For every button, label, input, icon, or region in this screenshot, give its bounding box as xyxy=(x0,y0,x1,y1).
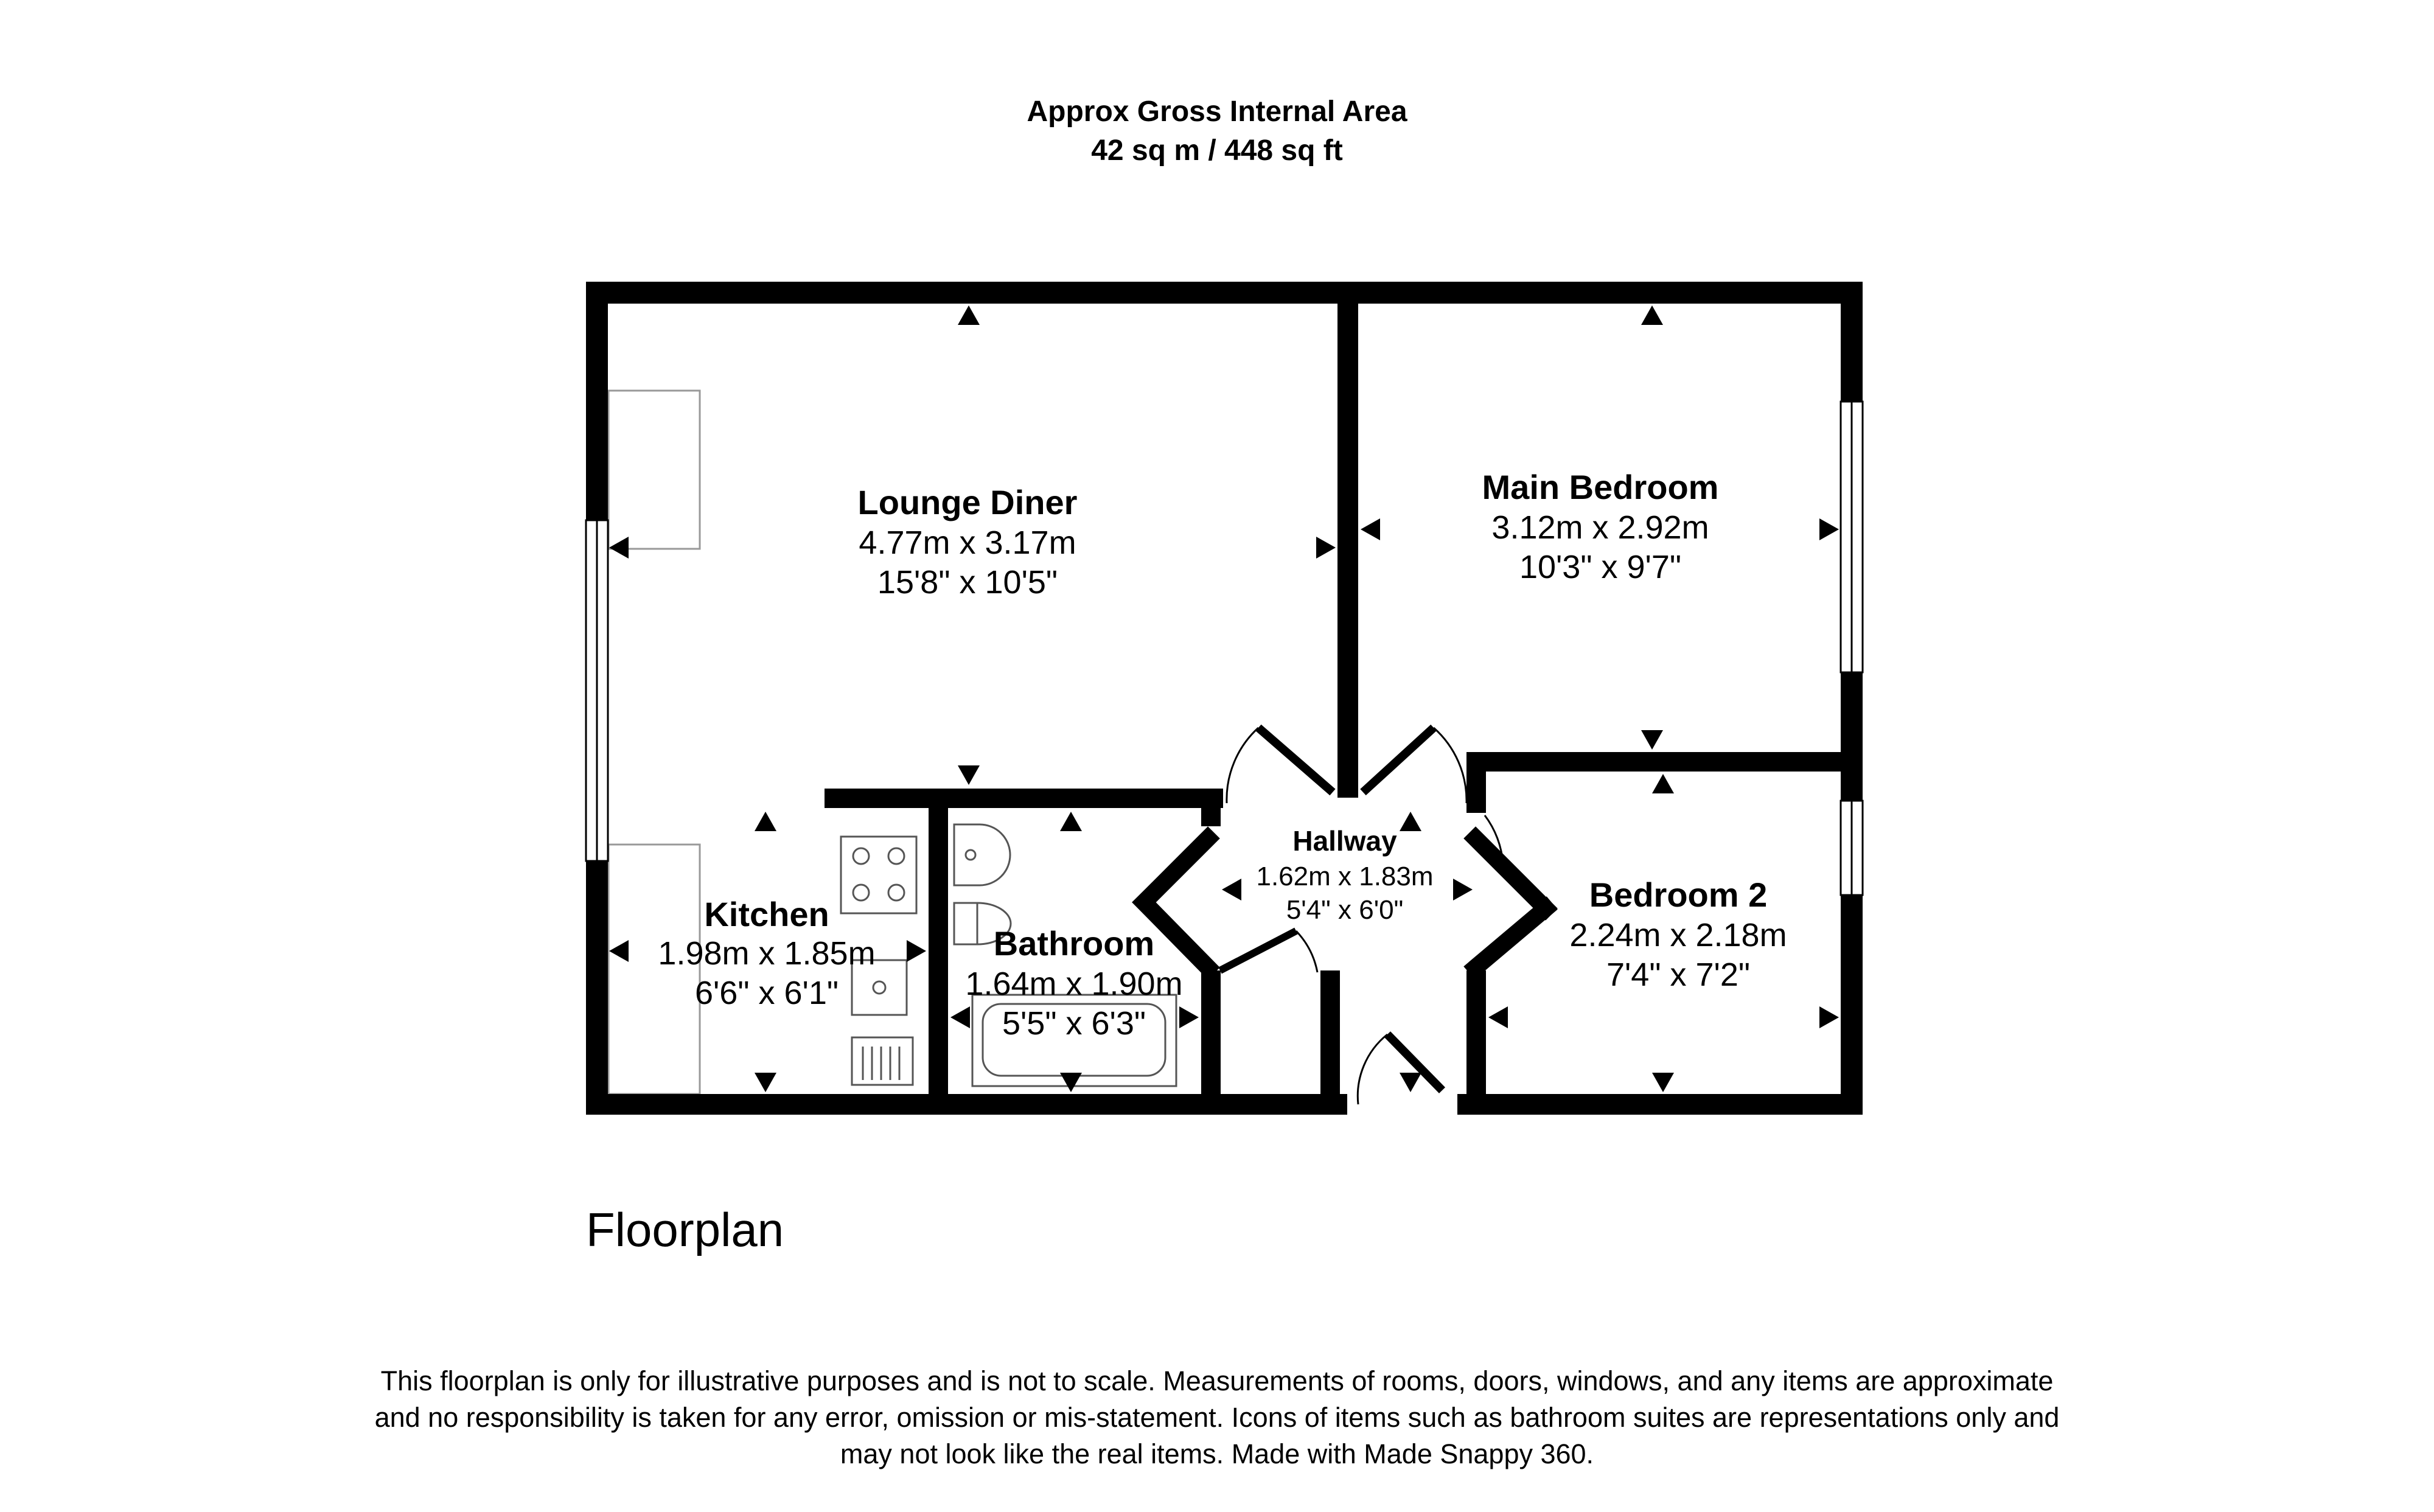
door-bathroom xyxy=(1220,931,1317,972)
wall-bed2-hall-lower xyxy=(1466,970,1486,1094)
arrow-bed2-right xyxy=(1819,1006,1839,1028)
wall-bottom-right xyxy=(1457,1094,1863,1115)
floorplan-caption: Floorplan xyxy=(586,1203,784,1256)
kitchen-imperial: 6'6" x 6'1" xyxy=(694,975,839,1011)
bathroom-imperial: 5'5" x 6'3" xyxy=(1002,1005,1146,1042)
arrow-bed2-left xyxy=(1488,1006,1508,1028)
kitchen-sink-icon xyxy=(852,960,913,1085)
disclaimer xyxy=(0,1363,2434,1472)
kitchen-metric: 1.98m x 1.85m xyxy=(658,935,876,972)
arrow-mainbed-right xyxy=(1819,518,1839,540)
wall-top xyxy=(586,282,1863,304)
wall-bed2-stub-top xyxy=(1466,752,1486,813)
arrow-hall-right xyxy=(1453,879,1473,901)
arrow-bath-top xyxy=(1060,812,1082,831)
arrow-bed2-top xyxy=(1652,774,1674,793)
lounge-metric: 4.77m x 3.17m xyxy=(859,524,1076,561)
bedroom-2-imperial: 7'4" x 7'2" xyxy=(1606,956,1751,993)
arrow-lounge-bottom xyxy=(958,765,980,785)
main-bedroom-imperial: 10'3" x 9'7" xyxy=(1519,549,1682,585)
wall-lounge-bedroom xyxy=(1337,304,1358,798)
window-bedroom-2 xyxy=(1841,801,1863,895)
arrow-kitchen-top xyxy=(755,812,776,831)
arrow-mainbed-left xyxy=(1361,518,1380,540)
lounge-name: Lounge Diner xyxy=(857,483,1078,521)
hob-icon xyxy=(841,837,916,913)
main-bedroom-name: Main Bedroom xyxy=(1482,468,1719,506)
wall-kitchen-bathroom xyxy=(929,808,948,1094)
main-bedroom-metric: 3.12m x 2.92m xyxy=(1491,509,1709,546)
arrow-bath-bottom xyxy=(1060,1073,1082,1092)
wall-right-c xyxy=(1841,895,1863,1115)
disclaimer-line-2: and no responsibility is taken for any error, omission or mis-statement. Icons of items such as bathroom suites are representations only and xyxy=(374,1402,2060,1433)
door-main-bedroom xyxy=(1363,728,1466,803)
wall-right-a xyxy=(1841,282,1863,402)
arrow-kitchen-right xyxy=(907,940,926,962)
disclaimer-line-1: This floorplan is only for illustrative purposes and is not to scale. Measurements of rooms, doors, windows, and any items are approximate xyxy=(380,1365,2054,1396)
basin-icon xyxy=(954,824,1010,885)
arrow-kitchen-left xyxy=(609,940,629,962)
arrow-bed2-bottom xyxy=(1652,1073,1674,1092)
arrow-lounge-right xyxy=(1316,537,1336,559)
wall-bottom-left xyxy=(586,1094,1347,1115)
bathroom-metric: 1.64m x 1.90m xyxy=(965,966,1183,1002)
bathroom-name: Bathroom xyxy=(993,924,1155,963)
wall-right-b xyxy=(1841,672,1863,801)
area-value: 42 sq m / 448 sq ft xyxy=(1091,134,1343,167)
wall-left-upper xyxy=(586,282,608,520)
wall-bath-stub-top xyxy=(1201,808,1221,826)
hallway-name: Hallway xyxy=(1292,825,1397,857)
wall-left-lower xyxy=(586,861,608,1115)
door-lounge xyxy=(1227,728,1333,803)
arrow-bath-right xyxy=(1179,1006,1199,1028)
arrow-lounge-left xyxy=(609,537,629,559)
door-front xyxy=(1358,1034,1442,1104)
furniture-outlines xyxy=(608,391,700,1094)
window-main-bedroom xyxy=(1841,402,1863,672)
arrow-hall-top xyxy=(1400,812,1421,831)
arrow-mainbed-bottom xyxy=(1641,730,1663,750)
arrow-mainbed-top xyxy=(1641,305,1663,325)
bedroom-2-name: Bedroom 2 xyxy=(1589,876,1768,914)
hallway-imperial: 5'4" x 6'0" xyxy=(1286,895,1404,925)
wall-bedrooms xyxy=(1466,752,1863,772)
bedroom-2-metric: 2.24m x 2.18m xyxy=(1569,917,1787,953)
arrow-kitchen-bottom xyxy=(755,1073,776,1092)
arrow-bath-left xyxy=(950,1006,970,1028)
lounge-imperial: 15'8" x 10'5" xyxy=(877,564,1058,601)
kitchen-name: Kitchen xyxy=(704,895,829,933)
wall-hall-stub xyxy=(1320,970,1340,1094)
wall-bath-hall-lower xyxy=(1201,970,1221,1094)
arrow-hall-bottom xyxy=(1400,1073,1421,1092)
arrow-lounge-top xyxy=(958,305,980,325)
window-lounge xyxy=(586,520,608,861)
area-title: Approx Gross Internal Area xyxy=(1027,96,1407,128)
wall-lounge-kitchen xyxy=(825,789,1223,808)
hallway-metric: 1.62m x 1.83m xyxy=(1256,862,1434,891)
arrow-hall-left xyxy=(1222,879,1241,901)
sideboard-outline xyxy=(608,391,700,549)
disclaimer-line-3: may not look like the real items. Made with Made Snappy 360. xyxy=(840,1438,1594,1469)
